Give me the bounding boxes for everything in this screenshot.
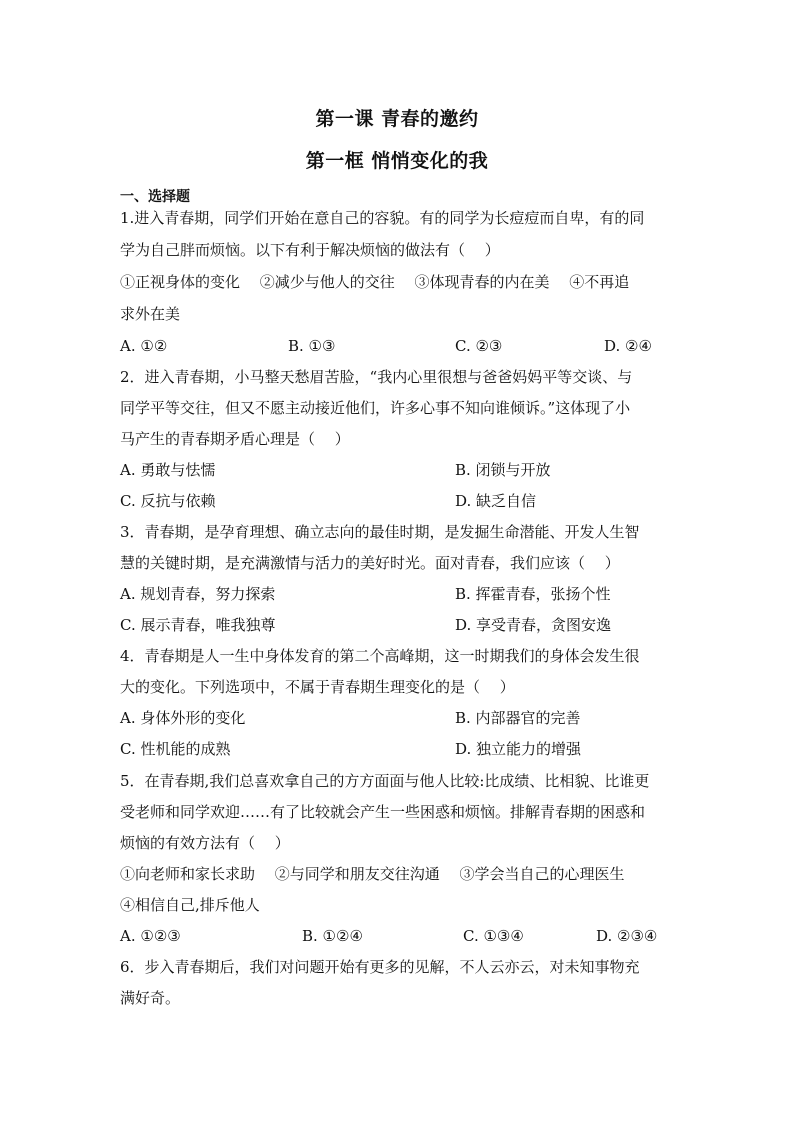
question-5-option-d: D. ②③④ [596,927,658,945]
question-4-line-2: 大的变化。下列选项中，不属于青春期生理变化的是（ ） [120,678,515,696]
question-3-option-d: D. 享受青春，贪图安逸 [455,616,612,634]
question-2-line-3: 马产生的青春期矛盾心理是（ ） [120,430,350,448]
question-2-line-2: 同学平等交往，但又不愿主动接近他们，许多心事不知向谁倾诉。”这体现了小 [120,399,631,417]
question-5-option-a: A. ①②③ [120,927,181,945]
question-4-option-d: D. 独立能力的增强 [455,740,582,758]
question-1-line-3: ①正视身体的变化 ②减少与他人的交往 ③体现青春的内在美 ④不再追 [120,273,630,291]
lesson-title: 第一课 青春的邀约 [315,108,479,130]
question-1-option-a: A. ①② [120,337,168,355]
question-2-option-a: A. 勇敢与怯懦 [120,461,216,479]
question-1-line-4: 求外在美 [120,305,181,323]
question-2-option-b: B. 闭锁与开放 [455,461,551,479]
question-1-line-1: 1.进入青春期，同学们开始在意自己的容貌。有的同学为长痘痘而自卑，有的同 [120,209,645,227]
question-1-line-2: 学为自己胖而烦恼。以下有利于解决烦恼的做法有（ ） [120,241,500,259]
question-2-option-c: C. 反抗与依赖 [120,492,216,510]
question-2-line-1: 2．进入青春期，小马整天愁眉苦脸，“我内心里很想与爸爸妈妈平等交谈、与 [120,368,633,386]
question-3-line-1: 3．青春期，是孕育理想、确立志向的最佳时期，是发掘生命潜能、开发人生智 [120,523,640,541]
question-5-line-4: ①向老师和家长求助 ②与同学和朋友交往沟通 ③学会当自己的心理医生 [120,865,625,883]
question-3-option-a: A. 规划青春，努力探索 [120,585,276,603]
question-5-option-c: C. ①③④ [463,927,524,945]
question-2-option-d: D. 缺乏自信 [455,492,537,510]
question-5-line-1: 5．在青春期,我们总喜欢拿自己的方方面面与他人比较:比成绩、比相貌、比谁更 [120,772,650,790]
question-1-option-c: C. ②③ [455,337,503,355]
question-4-option-c: C. 性机能的成熟 [120,740,231,758]
question-6-line-1: 6．步入青春期后，我们对问题开始有更多的见解，不人云亦云，对未知事物充 [120,958,640,976]
question-4-option-a: A. 身体外形的变化 [120,709,246,727]
question-3-option-c: C. 展示青春，唯我独尊 [120,616,276,634]
question-5-line-2: 受老师和同学欢迎……有了比较就会产生一些困惑和烦恼。排解青春期的困惑和 [120,803,646,821]
question-6-line-2: 满好奇。 [120,989,181,1007]
section-title: 第一框 悄悄变化的我 [305,150,489,172]
question-5-option-b: B. ①②④ [302,927,363,945]
question-4-option-b: B. 内部器官的完善 [455,709,581,727]
question-1-option-d: D. ②④ [604,337,652,355]
section-heading: 一、选择题 [120,189,190,205]
question-3-option-b: B. 挥霍青春，张扬个性 [455,585,611,603]
question-3-line-2: 慧的关键时期，是充满激情与活力的美好时光。面对青春，我们应该（ ） [120,554,620,572]
question-4-line-1: 4．青春期是人一生中身体发育的第二个高峰期，这一时期我们的身体会发生很 [120,647,640,665]
question-5-line-5: ④相信自己,排斥他人 [120,896,260,914]
question-1-option-b: B. ①③ [288,337,336,355]
question-5-line-3: 烦恼的有效方法有（ ） [120,834,290,852]
